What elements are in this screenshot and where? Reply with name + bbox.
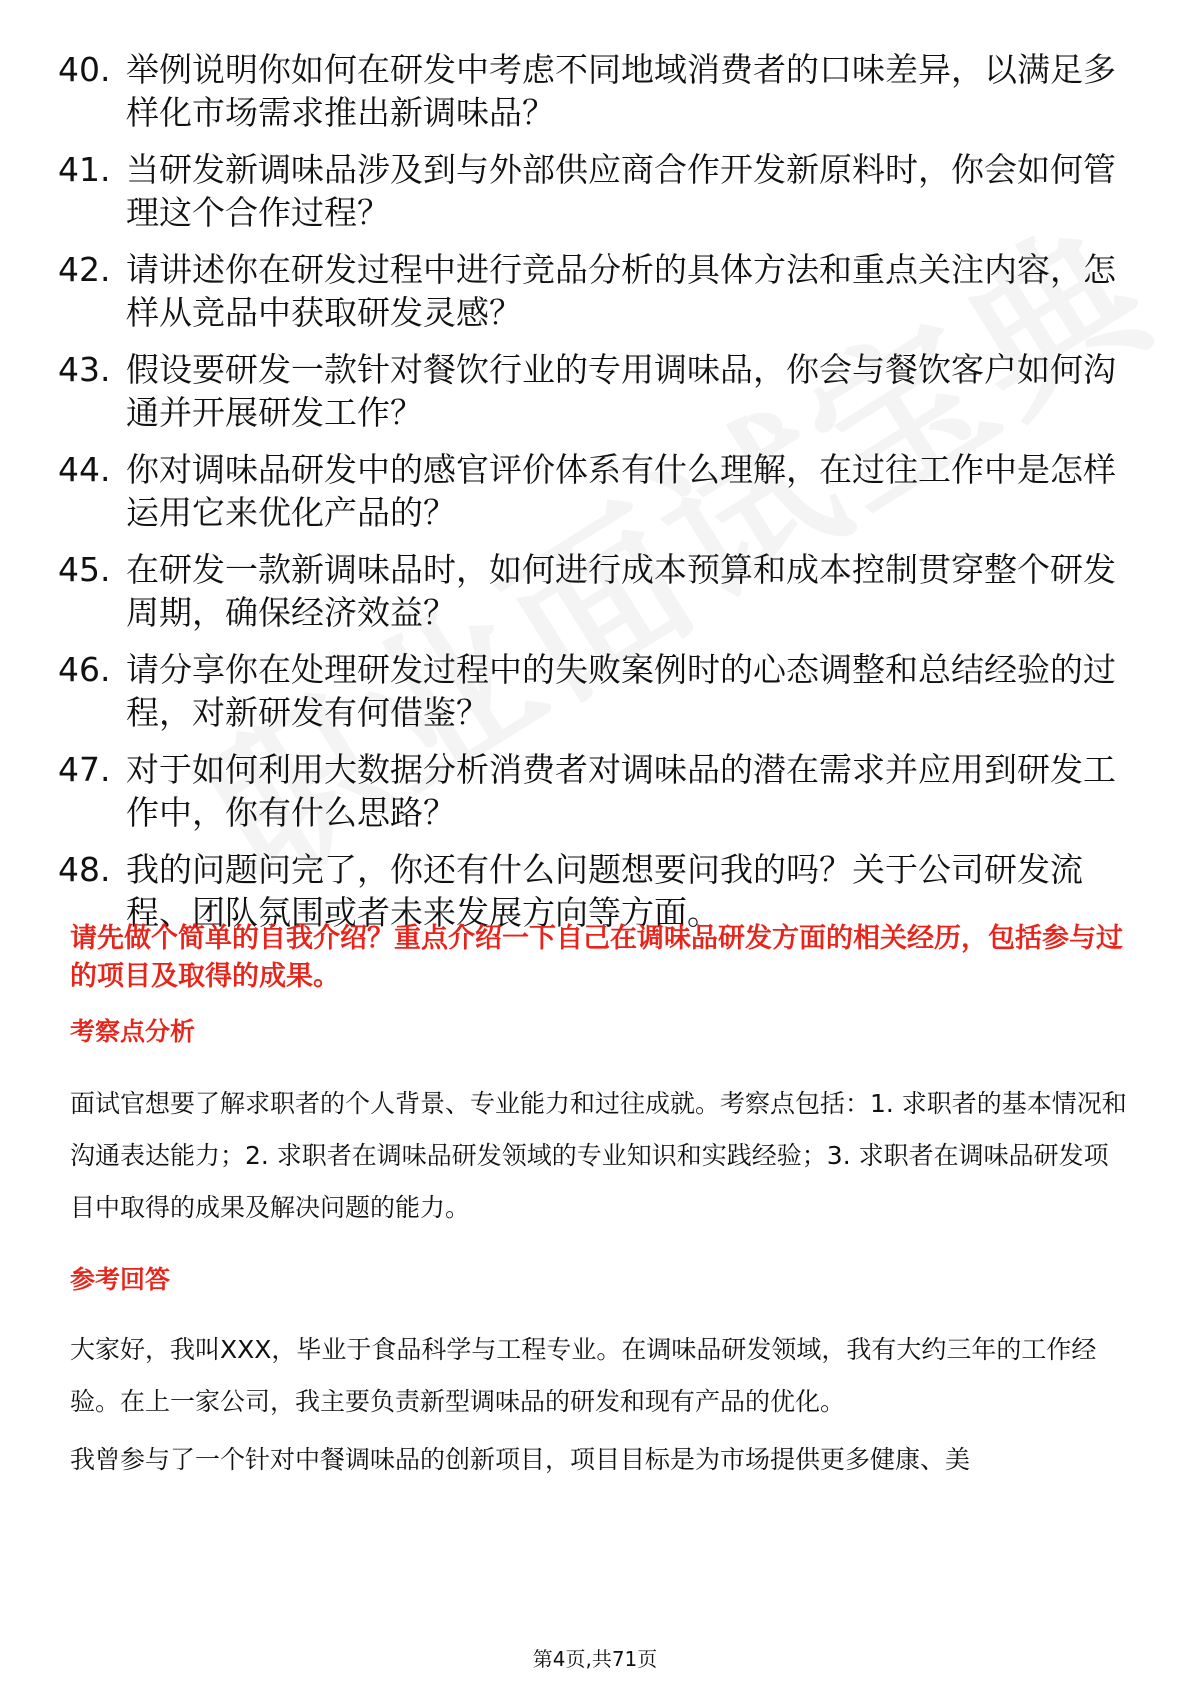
question-number: 47. (58, 750, 111, 789)
list-item (58, 348, 1138, 434)
list-item (58, 548, 1138, 634)
question-text: 举例说明你如何在研发中考虑不同地域消费者的口味差异，以满足多样化市场需求推出新调味品？ (126, 50, 1116, 132)
question-text: 假设要研发一款针对餐饮行业的专用调味品，你会与餐饮客户如何沟通并开展研发工作？ (126, 350, 1116, 432)
question-text: 请讲述你在研发过程中进行竞品分析的具体方法和重点关注内容，怎样从竞品中获取研发灵感？ (126, 250, 1116, 332)
question-number: 41. (58, 150, 111, 189)
answer-heading: 参考回答 (70, 1265, 171, 1294)
question-text: 在研发一款新调味品时，如何进行成本预算和成本控制贯穿整个研发周期，确保经济效益？ (126, 550, 1116, 632)
question-list (58, 48, 1138, 948)
question-number: 46. (58, 650, 111, 689)
analysis-heading: 考察点分析 (70, 1017, 196, 1046)
question-number: 43. (58, 350, 111, 389)
page-footer: 第4页,共71页 (532, 1647, 658, 1671)
analysis-paragraph: 面试官想要了解求职者的个人背景、专业能力和过往成就。考察点包括：1. 求职者的基本情况和沟通表达能力；2. 求职者在调味品研发领域的专业知识和实践经验；3. 求职者在调味品研发项目中取得的成果及解决问题的能力。 (70, 1089, 1127, 1222)
question-number: 40. (58, 50, 111, 89)
question-number: 42. (58, 250, 111, 289)
question-text: 请分享你在处理研发过程中的失败案例时的心态调整和总结经验的过程，对新研发有何借鉴？ (126, 650, 1116, 732)
question-text: 当研发新调味品涉及到与外部供应商合作开发新原料时，你会如何管理这个合作过程？ (126, 150, 1116, 232)
list-item (58, 448, 1138, 534)
featured-question: 请先做个简单的自我介绍？重点介绍一下自己在调味品研发方面的相关经历，包括参与过的项目及取得的成果。 (70, 923, 1123, 992)
answer-paragraph-1: 大家好，我叫XXX，毕业于食品科学与工程专业。在调味品研发领域，我有大约三年的工作经验。在上一家公司，我主要负责新型调味品的研发和现有产品的优化。 (70, 1335, 1097, 1416)
question-text: 对于如何利用大数据分析消费者对调味品的潜在需求并应用到研发工作中，你有什么思路？ (126, 750, 1116, 832)
answer-paragraph-2: 我曾参与了一个针对中餐调味品的创新项目，项目目标是为市场提供更多健康、美 (70, 1445, 971, 1474)
list-item (58, 648, 1138, 734)
list-item (58, 148, 1138, 234)
list-item (58, 248, 1138, 334)
question-number: 45. (58, 550, 111, 589)
list-item (58, 48, 1138, 134)
list-item (58, 748, 1138, 834)
question-number: 44. (58, 450, 111, 489)
question-number: 48. (58, 850, 111, 889)
question-text: 你对调味品研发中的感官评价体系有什么理解，在过往工作中是怎样运用它来优化产品的？ (126, 450, 1116, 532)
question-text: 我的问题问完了，你还有什么问题想要问我的吗？关于公司研发流程、团队氛围或者未来发展方向等方面。 (126, 850, 1083, 932)
